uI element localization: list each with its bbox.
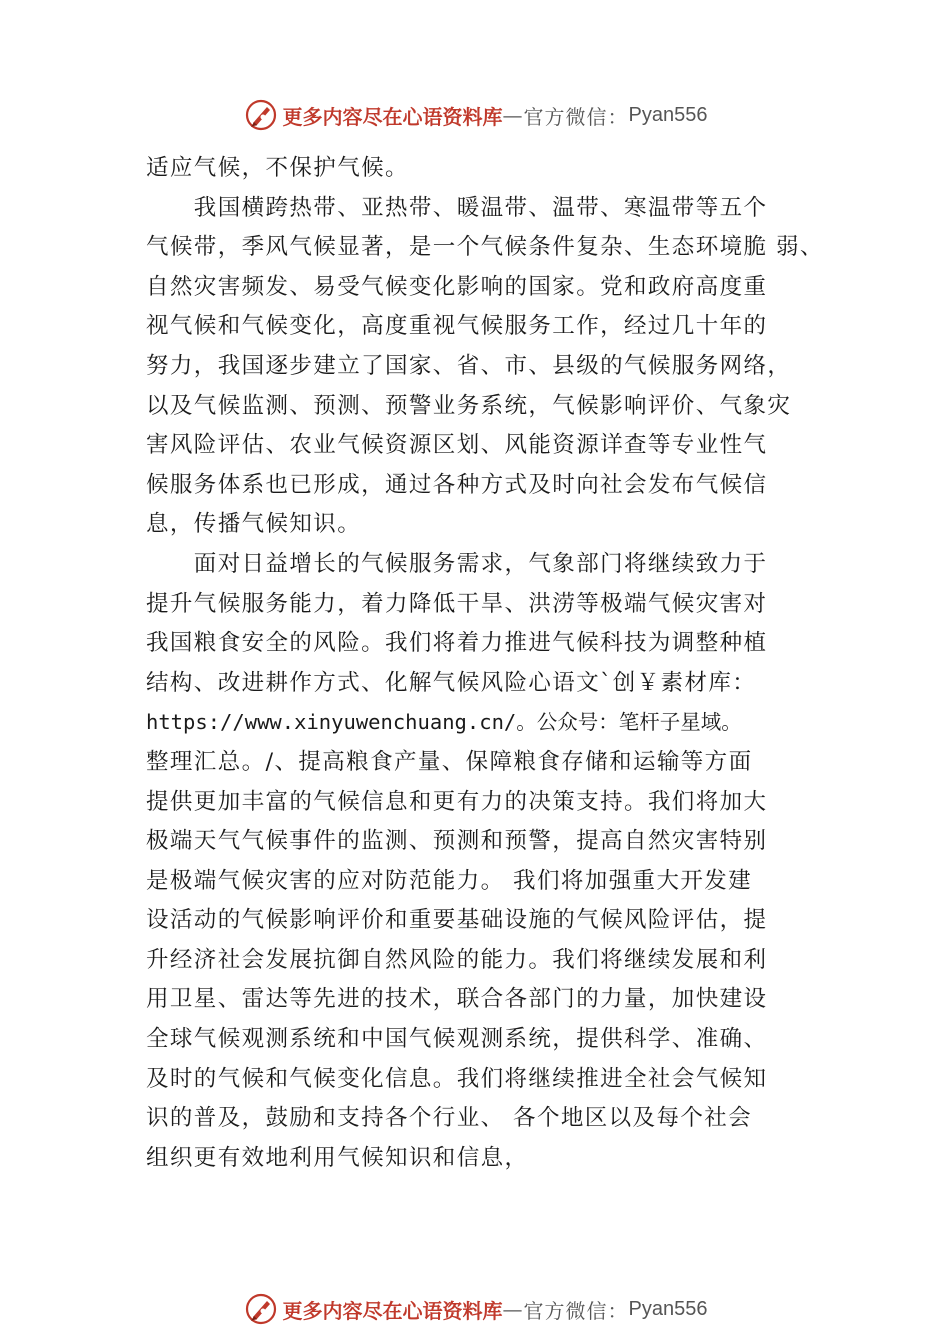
text-line: 害风险评估、农业气候资源区划、风能资源详查等专业性气 <box>146 432 768 459</box>
banner-dash: — <box>502 103 524 127</box>
text-line: 用卫星、雷达等先进的技术，联合各部门的力量，加快建设 <box>146 986 768 1013</box>
text-line: 提供更加丰富的气候信息和更有力的决策支持。我们将加大 <box>146 788 768 815</box>
text-line: 设活动的气候影响评价和重要基础设施的气候风险评估，提 <box>146 907 768 934</box>
text-line: 提升气候服务能力，着力降低干旱、洪涝等极端气候灾害对 <box>146 590 768 617</box>
text-line: 以及气候监测、预测、预警业务系统，气候影响评价、气象灾 <box>146 392 792 419</box>
banner-wechat-label: 官方微信： <box>523 104 629 129</box>
text-line-url: https://www.xinyuwenchuang.cn/。公众号：笔杆子星域。 <box>146 710 742 735</box>
text-line: 我国横跨热带、亚热带、暖温带、温带、寒温带等五个 <box>146 194 768 221</box>
text-line: 全球气候观测系统和中国气候观测系统，提供科学、准确、 <box>146 1026 768 1053</box>
text-line: 识的普及，鼓励和支持各个行业、 各个地区以及每个社会 <box>146 1105 753 1132</box>
banner-brand: 更多内容尽在心语资料库 <box>282 104 503 129</box>
text-line: 是极端气候灾害的应对防范能力。 我们将加强重大开发建 <box>146 867 753 894</box>
text-line: 组织更有效地利用气候知识和信息， <box>146 1144 529 1171</box>
pen-circle-logo-icon <box>243 1291 279 1327</box>
text-line: 结构、改进耕作方式、化解气候风险心语文`创￥素材库： <box>146 669 757 696</box>
text-line: 气候带，季风气候显著，是一个气候条件复杂、生态环境脆 弱、 <box>146 234 824 261</box>
text-line: 候服务体系也已形成，通过各种方式及时向社会发布气候信 <box>146 471 768 498</box>
pen-circle-logo-icon <box>243 97 279 133</box>
footer-banner <box>0 1289 950 1329</box>
banner-wechat-id: Pyan556 <box>628 103 708 126</box>
text-line: 自然灾害频发、易受气候变化影响的国家。党和政府高度重 <box>146 273 768 300</box>
text-line: 适应气候，不保护气候。 <box>146 155 409 181</box>
text-line: 整理汇总。/、提高粮食产量、保障粮食存储和运输等方面 <box>146 748 753 775</box>
banner-wechat-label: 官方微信： <box>523 1298 629 1323</box>
banner-brand: 更多内容尽在心语资料库 <box>282 1298 503 1323</box>
text-line: 升经济社会发展抗御自然风险的能力。我们将继续发展和利 <box>146 946 768 973</box>
document-body <box>146 149 824 1178</box>
text-line: 息，传播气候知识。 <box>146 511 362 538</box>
text-line: 视气候和气候变化，高度重视气候服务工作，经过几十年的 <box>146 313 768 340</box>
text-line: 我国粮食安全的风险。我们将着力推进气候科技为调整种植 <box>146 630 768 657</box>
banner-wechat-id: Pyan556 <box>628 1297 708 1320</box>
header-banner <box>0 95 950 135</box>
text-line: 面对日益增长的气候服务需求，气象部门将继续致力于 <box>146 550 768 577</box>
text-line: 努力，我国逐步建立了国家、省、市、县级的气候服务网络， <box>146 352 792 379</box>
text-line: 极端天气气候事件的监测、预测和预警，提高自然灾害特别 <box>146 828 768 855</box>
banner-dash: — <box>502 1297 524 1321</box>
text-line: 及时的气候和气候变化信息。我们将继续推进全社会气候知 <box>146 1065 768 1092</box>
